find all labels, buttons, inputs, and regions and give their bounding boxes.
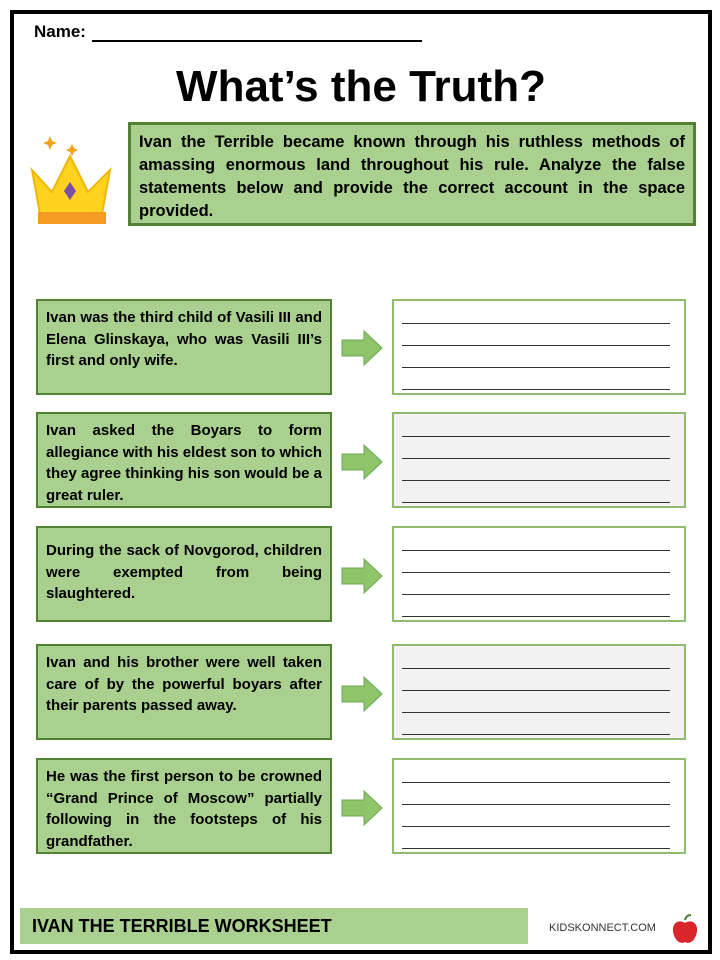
crown-icon (24, 130, 120, 226)
name-field (34, 22, 422, 42)
false-statement-1: Ivan was the third child of Vasili III and Elena Glinskaya, who was Vasili III’s first and only wife. (36, 299, 332, 395)
apple-icon (670, 914, 700, 946)
name-label: Name: (34, 22, 86, 41)
answer-box-1[interactable] (392, 299, 686, 395)
false-statement-3: During the sack of Novgorod, children were exempted from being slaughtered. (36, 526, 332, 622)
false-statement-5: He was the first person to be crowned “Grand Prince of Moscow” partially following in the footsteps of his grandfather. (36, 758, 332, 854)
answer-box-2[interactable] (392, 412, 686, 508)
arrow-right-icon (340, 442, 384, 482)
arrow-right-icon (340, 328, 384, 368)
answer-box-5[interactable] (392, 758, 686, 854)
page-title: What’s the Truth? (176, 62, 546, 111)
instructions-box: Ivan the Terrible became known through his ruthless methods of amassing enormous land throughout his rule. Analyze the false statements below and provide the correct account in the space provided. (128, 122, 696, 226)
name-input-line[interactable] (92, 22, 422, 42)
brand-label: KIDSKONNECT.COM (549, 922, 656, 934)
arrow-right-icon (340, 556, 384, 596)
answer-box-3[interactable] (392, 526, 686, 622)
worksheet-frame (10, 10, 712, 954)
false-statement-2: Ivan asked the Boyars to form allegiance with his eldest son to which they agree thinking his son would be a great ruler. (36, 412, 332, 508)
answer-box-4[interactable] (392, 644, 686, 740)
arrow-right-icon (340, 674, 384, 714)
false-statement-4: Ivan and his brother were well taken care of by the powerful boyars after their parents passed away. (36, 644, 332, 740)
worksheet-footer-title: IVAN THE TERRIBLE WORKSHEET (20, 908, 528, 944)
arrow-right-icon (340, 788, 384, 828)
